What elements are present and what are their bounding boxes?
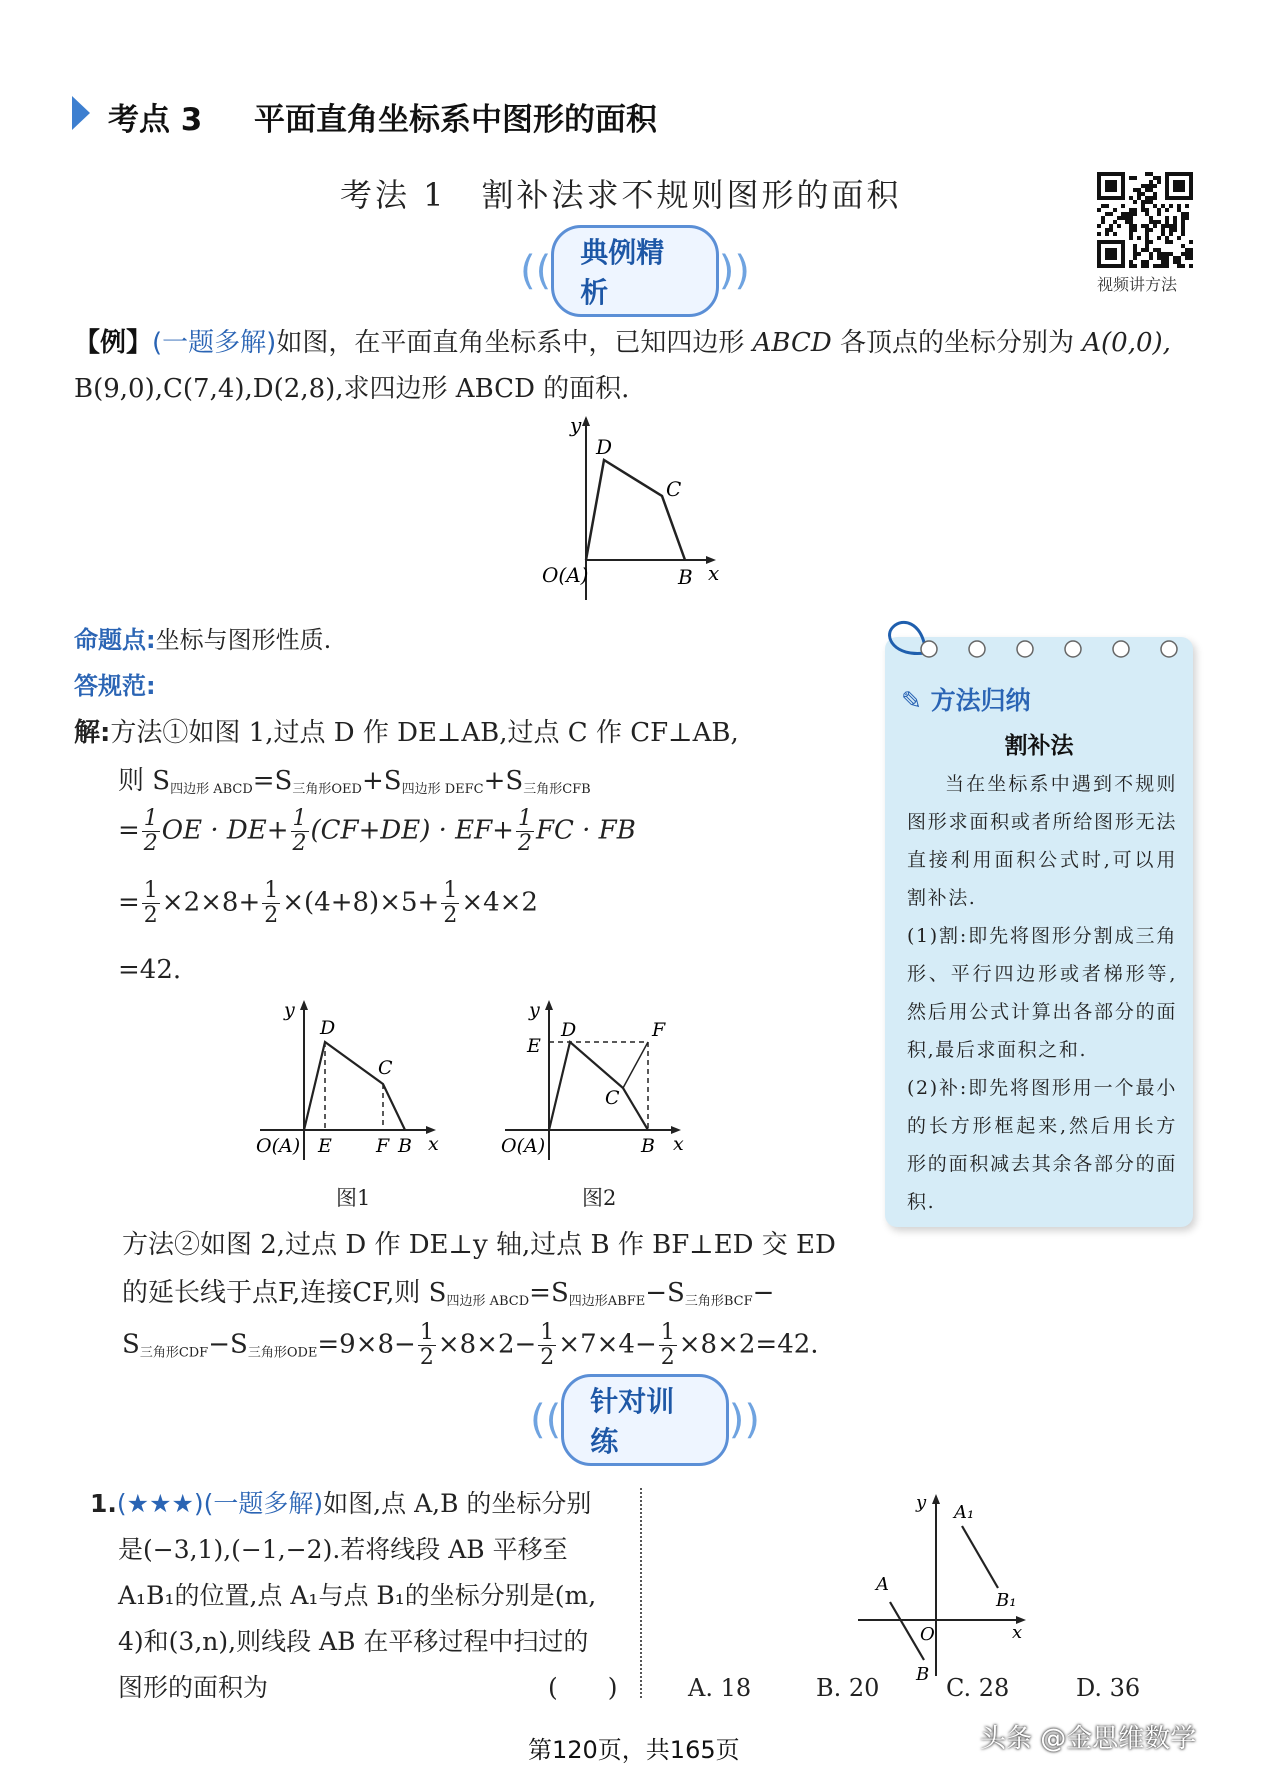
m2l2-sub1: 四边形 ABCD bbox=[446, 1294, 530, 1309]
figure-1 bbox=[250, 990, 460, 1180]
eq1-sub1: 四边形 ABCD bbox=[170, 782, 253, 797]
fig2-y-label: y bbox=[529, 999, 540, 1021]
eq1-plus2: +S bbox=[483, 766, 524, 796]
answer-blank[interactable]: ( ) bbox=[548, 1673, 618, 1702]
eq1-line bbox=[118, 760, 591, 797]
example-banner-label: 典例精析 bbox=[551, 225, 719, 317]
qfig-b1-label: B₁ bbox=[996, 1590, 1017, 1611]
question-1-line-4: 4)和(3,n),则线段 AB 在平移过程中扫过的 bbox=[118, 1627, 589, 1656]
page-info: 第120页，共165页 bbox=[528, 1736, 740, 1764]
fig0-y-label: y bbox=[570, 413, 582, 437]
solution-label: 解: bbox=[74, 718, 111, 748]
example-coord-a: A(0,0), bbox=[1082, 328, 1171, 358]
fig2-b-label: B bbox=[641, 1135, 655, 1157]
m2l2-sub3: 三角形BCF bbox=[684, 1294, 753, 1309]
fig2-x-label: x bbox=[673, 1133, 684, 1155]
m2l3-b: −S bbox=[208, 1329, 248, 1360]
half-fraction: $\frac{1}{2}$ bbox=[540, 1320, 555, 1370]
fig2-f-label: F bbox=[652, 1019, 666, 1041]
figure-2-caption: 图2 bbox=[582, 1186, 617, 1210]
fig0-c-label: C bbox=[666, 477, 682, 501]
qfig-y-label: y bbox=[916, 1492, 927, 1513]
m2l2-d: − bbox=[752, 1278, 775, 1308]
m2l2-b: =S bbox=[529, 1278, 569, 1308]
option-c[interactable]: C. 28 bbox=[946, 1674, 1010, 1702]
fig1-e-label: E bbox=[318, 1135, 332, 1157]
point-line bbox=[74, 620, 331, 655]
eq2-c: FC · FB bbox=[535, 815, 636, 846]
eq1-sub4: 三角形CFB bbox=[523, 782, 591, 797]
method2-line-1: 方法②如图 2,过点 D 作 DE⊥y 轴,过点 B 作 BF⊥ED 交 ED bbox=[122, 1230, 836, 1260]
eq1-eq: =S bbox=[252, 766, 293, 796]
training-banner: (( 针对训练 )) bbox=[530, 1395, 760, 1445]
method-summary-p1: 当在坐标系中遇到不规则图形求面积或者所给图形无法直接利用面积公式时,可以用割补法. bbox=[907, 773, 1177, 909]
qr-caption: 视频讲方法 bbox=[1097, 275, 1178, 294]
figure-1-caption: 图1 bbox=[336, 1186, 371, 1210]
qfig-x-label: x bbox=[1012, 1622, 1023, 1643]
qr-code[interactable] bbox=[1097, 172, 1193, 268]
example-text-2: 各顶点的坐标分别为 bbox=[839, 328, 1074, 358]
m2l3-sub2: 三角形ODE bbox=[247, 1345, 318, 1361]
m2l3-sub1: 三角形CDF bbox=[139, 1345, 209, 1361]
option-d[interactable]: D. 36 bbox=[1076, 1674, 1141, 1702]
method-summary-body bbox=[907, 765, 1177, 1221]
method1-text: 方法①如图 1,过点 D 作 DE⊥AB,过点 C 作 CF⊥AB, bbox=[110, 718, 739, 748]
half-fraction: $\frac{1}{2}$ bbox=[660, 1320, 675, 1370]
eq2-a: OE · DE+ bbox=[161, 815, 289, 846]
example-tag: 【例】 bbox=[74, 328, 153, 358]
fig1-o-label: O(A) bbox=[256, 1135, 301, 1157]
half-fraction: $\frac{1}{2}$ bbox=[143, 878, 158, 928]
eq1-then: 则 S bbox=[118, 766, 171, 796]
method-summary-box bbox=[885, 637, 1193, 1227]
method-title: 考法 1 割补法求不规则图形的面积 bbox=[340, 176, 902, 214]
qfig-b-label: B bbox=[916, 1664, 930, 1685]
fig1-x-label: x bbox=[428, 1133, 439, 1155]
method2-line-2 bbox=[122, 1272, 774, 1309]
divider-dotted bbox=[640, 1488, 642, 1698]
question-number: 1. bbox=[90, 1489, 117, 1518]
example-text-1: 如图，在平面直角坐标系中，已知四边形 bbox=[276, 328, 745, 358]
fig0-b-label: B bbox=[678, 565, 693, 589]
method-summary-subtitle: 割补法 bbox=[1004, 733, 1074, 759]
half-fraction: $\frac{1}{2}$ bbox=[443, 878, 458, 928]
example-abcd: ABCD bbox=[752, 328, 832, 358]
section-heading bbox=[108, 94, 657, 139]
example-figure bbox=[530, 410, 750, 610]
m2l3-c: =9×8− bbox=[317, 1329, 416, 1360]
example-banner: (( 典例精析 )) bbox=[520, 246, 750, 296]
fig1-c-label: C bbox=[378, 1057, 393, 1079]
point-text: 坐标与图形性质. bbox=[155, 626, 332, 654]
fig2-e-label: E bbox=[527, 1035, 541, 1057]
question-multi-tag: (一题多解) bbox=[203, 1489, 324, 1518]
section-label: 考点 3 bbox=[108, 102, 203, 138]
qfig-a-label: A bbox=[876, 1574, 889, 1595]
fig1-y-label: y bbox=[284, 999, 295, 1021]
half-fraction: $\frac{1}{2}$ bbox=[419, 1320, 434, 1370]
section-title: 平面直角坐标系中图形的面积 bbox=[253, 102, 657, 138]
point-label: 命题点: bbox=[74, 626, 156, 654]
method-summary-p2: (1)割:即先将图形分割成三角形、平行四边形或者梯形等,然后用公式计算出各部分的面积,最后求面积之和. bbox=[907, 925, 1177, 1061]
fig1-b-label: B bbox=[398, 1135, 412, 1157]
pencil-icon: ✎ bbox=[901, 686, 922, 715]
fig0-o-label: O(A) bbox=[542, 563, 589, 587]
eq3-a: ×2×8+ bbox=[161, 887, 261, 918]
answer-label: 答规范: bbox=[74, 672, 156, 700]
method-summary-title: 方法归纳 bbox=[930, 686, 1031, 715]
m2l3-e: ×7×4− bbox=[558, 1329, 657, 1360]
question-1-line-3: A₁B₁的位置,点 A₁与点 B₁的坐标分别是(m, bbox=[118, 1581, 597, 1610]
figure-2 bbox=[495, 990, 705, 1180]
half-fraction: $\frac{1}{2}$ bbox=[517, 806, 532, 856]
question-stars: (★★★) bbox=[116, 1489, 204, 1518]
option-a[interactable]: A. 18 bbox=[688, 1674, 752, 1702]
training-banner-label: 针对训练 bbox=[561, 1374, 729, 1466]
eq2-eq: = bbox=[118, 815, 140, 846]
m2l3-d: ×8×2− bbox=[437, 1329, 537, 1360]
question-1-line-2: 是(−3,1),(−1,−2).若将线段 AB 平移至 bbox=[118, 1535, 568, 1564]
fig1-d-label: D bbox=[320, 1017, 336, 1039]
m2l2-a: 的延长线于点F,连接CF,则 S bbox=[122, 1278, 447, 1308]
m2l3-a: S bbox=[122, 1329, 140, 1360]
eq3-eq: = bbox=[118, 887, 140, 918]
half-fraction: $\frac{1}{2}$ bbox=[292, 806, 307, 856]
fig1-f-label: F bbox=[376, 1135, 390, 1157]
method2-line-3 bbox=[122, 1322, 819, 1369]
method-summary-header bbox=[901, 681, 1031, 717]
notebook-rings bbox=[885, 617, 1193, 667]
fig2-o-label: O(A) bbox=[501, 1135, 546, 1157]
eq2-b: (CF+DE) · EF+ bbox=[310, 815, 514, 846]
method-summary-p3: (2)补:即先将图形用一个最小的长方形框起来,然后用长方形的面积减去其余各部分的面积. bbox=[907, 1077, 1177, 1213]
example-line-1 bbox=[74, 322, 1171, 359]
fig2-d-label: D bbox=[561, 1019, 577, 1041]
method1-line bbox=[74, 712, 739, 749]
half-fraction: $\frac{1}{2}$ bbox=[264, 878, 279, 928]
eq1-plus1: +S bbox=[361, 766, 402, 796]
fig0-x-label: x bbox=[708, 561, 720, 585]
question-1-line-5 bbox=[118, 1668, 268, 1704]
eq1-sub3: 四边形 DEFC bbox=[401, 782, 484, 797]
eq2-line bbox=[118, 808, 636, 855]
m2l2-c: −S bbox=[645, 1278, 685, 1308]
fig0-d-label: D bbox=[596, 435, 613, 459]
example-line-2: B(9,0),C(7,4),D(2,8),求四边形 ABCD 的面积. bbox=[74, 374, 630, 404]
question-l5: 图形的面积为 bbox=[118, 1673, 269, 1702]
eq3-line bbox=[118, 880, 538, 927]
fig2-c-label: C bbox=[605, 1087, 620, 1109]
qfig-a1-label: A₁ bbox=[954, 1502, 975, 1523]
example-multi-tag: (一题多解) bbox=[152, 328, 277, 358]
qfig-o-label: O bbox=[920, 1624, 935, 1645]
question-l1: 如图,点 A,B 的坐标分别 bbox=[323, 1489, 592, 1518]
watermark: 头条 @金思维数学 bbox=[980, 1724, 1197, 1754]
question-figure bbox=[850, 1486, 1050, 1686]
eq1-sub2: 三角形OED bbox=[292, 782, 362, 797]
m2l3-f: ×8×2=42. bbox=[678, 1329, 819, 1360]
m2l2-sub2: 四边形ABFE bbox=[568, 1294, 646, 1309]
half-fraction: $\frac{1}{2}$ bbox=[143, 806, 158, 856]
option-b[interactable]: B. 20 bbox=[816, 1674, 880, 1702]
section-marker bbox=[72, 96, 90, 130]
eq3-b: ×(4+8)×5+ bbox=[282, 887, 440, 918]
eq3-c: ×4×2 bbox=[461, 887, 538, 918]
result-line: =42. bbox=[118, 955, 182, 985]
question-1-line-1 bbox=[90, 1484, 591, 1520]
